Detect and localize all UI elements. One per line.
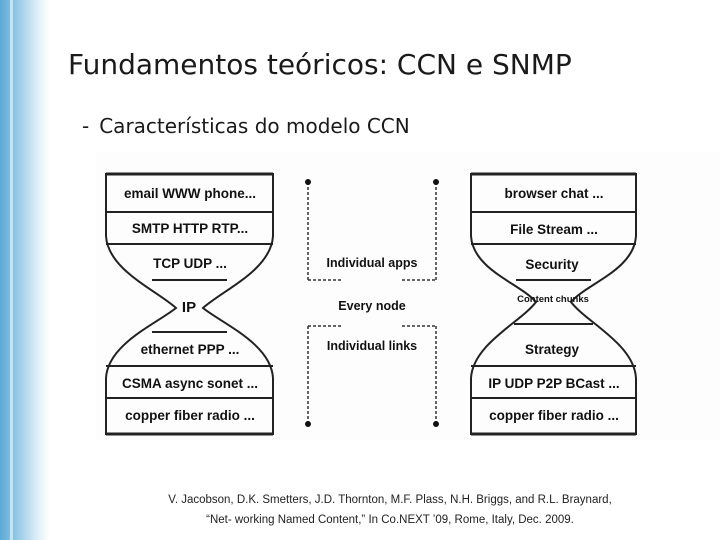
middle-labels [327, 256, 418, 353]
individual-links-label: Individual links [326, 339, 418, 353]
individual-apps-label: Individual apps [326, 256, 418, 270]
left-layer-label: IP [181, 299, 197, 316]
bullet-marker: - [82, 114, 90, 138]
left-layer-label: TCP UDP ... [153, 256, 227, 271]
right-layer-label: browser chat ... [504, 186, 604, 201]
connector-dot [433, 179, 439, 185]
every-node-label: Every node [338, 299, 406, 313]
left-layer-label: copper fiber radio ... [125, 408, 255, 423]
left-layer-label: SMTP HTTP RTP... [131, 221, 249, 236]
right-layer-label: Strategy [524, 342, 580, 357]
left-accent-bar [0, 0, 50, 540]
connector-dot [305, 179, 311, 185]
citation-line-2: “Net- working Named Content,” In Co.NEXT ’09, Rome, Italy, Dec. 2009. [206, 514, 574, 526]
bullet-text: Características do modelo CCN [99, 114, 410, 138]
left-layer-labels [122, 186, 258, 423]
slide-title: Fundamentos teóricos: CCN e SNMP [68, 48, 572, 81]
right-layer-labels [488, 186, 619, 423]
hourglass-diagram [96, 152, 720, 440]
ccn-hourglass-figure [96, 152, 720, 440]
right-layer-label: Content chunks [517, 294, 589, 305]
bullet-item [82, 114, 410, 138]
left-layer-label: email WWW phone... [124, 186, 256, 201]
right-layer-label: File Stream ... [510, 222, 598, 237]
right-layer-label: Security [525, 257, 579, 272]
connector-dot [433, 421, 439, 427]
connector-dot [305, 421, 311, 427]
right-layer-label: copper fiber radio ... [489, 408, 619, 423]
right-layer-label: IP UDP P2P BCast ... [488, 376, 620, 391]
left-layer-label: ethernet PPP ... [140, 342, 240, 357]
citation [60, 490, 720, 530]
left-layer-label: CSMA async sonet ... [121, 376, 259, 391]
citation-line-1: V. Jacobson, D.K. Smetters, J.D. Thornton, M.F. Plass, N.H. Briggs, and R.L. Braynard, [168, 494, 612, 506]
